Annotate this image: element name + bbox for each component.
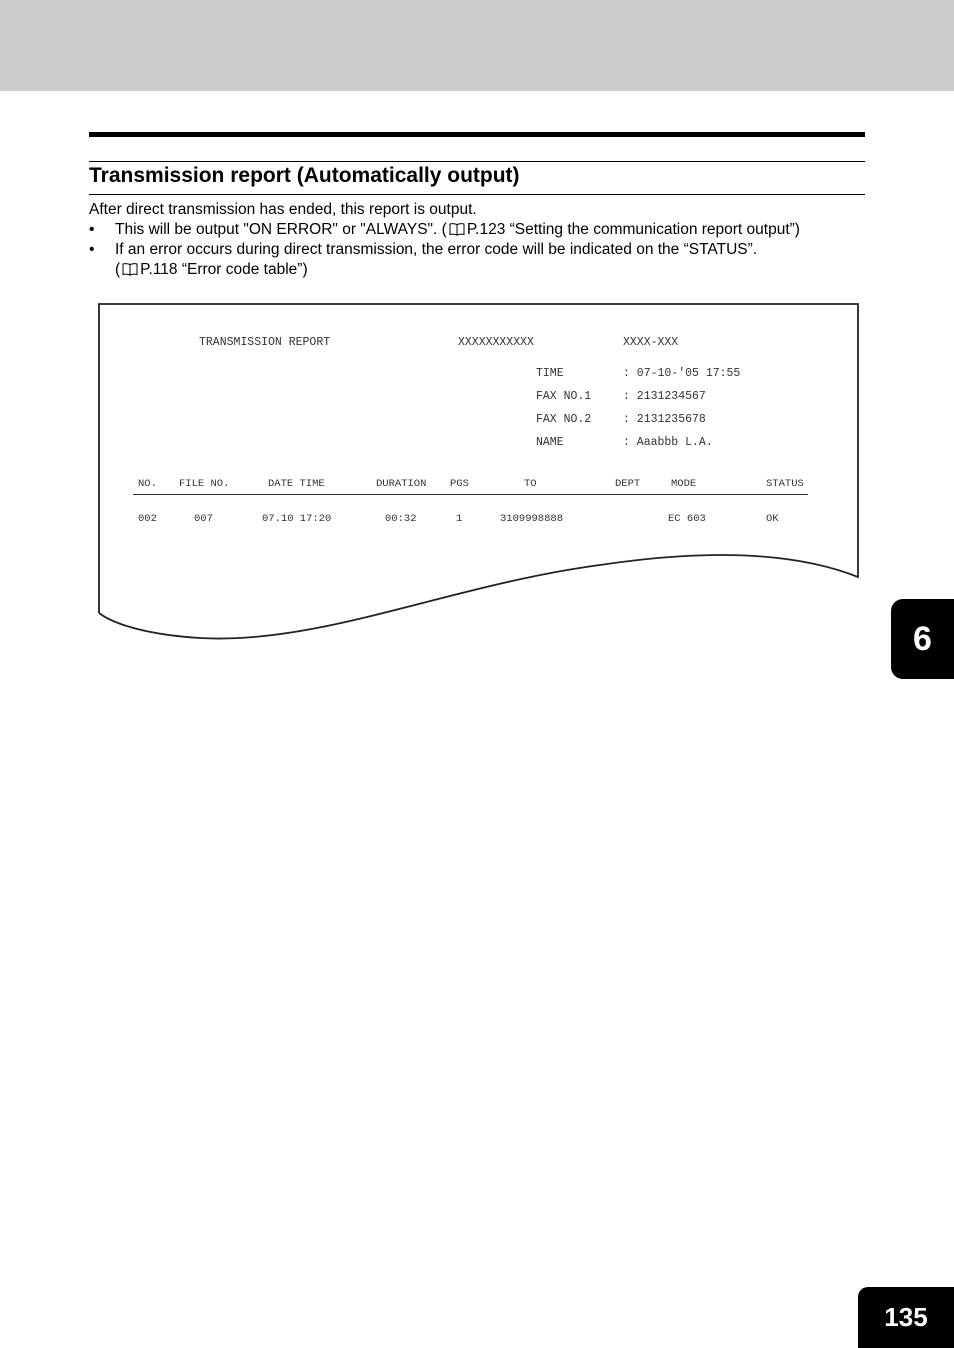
column-header: NO. bbox=[138, 478, 157, 490]
bullet-2-reference[interactable]: P.118 “Error code table”) bbox=[140, 261, 308, 278]
column-header: DURATION bbox=[376, 478, 427, 490]
info-value: : 2131235678 bbox=[623, 413, 706, 426]
bullet-2-paren: ( bbox=[115, 261, 121, 278]
report-id-1: XXXXXXXXXXX bbox=[458, 336, 534, 349]
cell-to: 3109998888 bbox=[500, 513, 564, 525]
column-header: FILE NO. bbox=[179, 478, 230, 490]
info-label: TIME bbox=[536, 367, 564, 380]
bullet-marker: • bbox=[89, 241, 95, 258]
cell-date-time: 07.10 17:20 bbox=[262, 513, 332, 525]
chapter-tab: 6 bbox=[891, 599, 954, 679]
info-value: : Aaabbb L.A. bbox=[623, 436, 713, 449]
page-number: 135 bbox=[858, 1287, 954, 1348]
column-header: STATUS bbox=[766, 478, 804, 490]
info-label: FAX NO.1 bbox=[536, 390, 592, 403]
cell-mode: EC 603 bbox=[668, 513, 706, 525]
cell-pgs: 1 bbox=[456, 513, 463, 525]
info-label: FAX NO.2 bbox=[536, 413, 592, 426]
column-header: DATE TIME bbox=[268, 478, 325, 490]
section-title: Transmission report (Automatically output) bbox=[89, 164, 520, 187]
bullet-marker: • bbox=[89, 221, 95, 238]
info-label: NAME bbox=[536, 436, 564, 449]
report-title: TRANSMISSION REPORT bbox=[199, 336, 331, 349]
intro-text: After direct transmission has ended, this report is output. bbox=[89, 201, 477, 218]
bullet-1-text: This will be output "ON ERROR" or "ALWAYS". ( bbox=[115, 221, 447, 238]
info-value: : 2131234567 bbox=[623, 390, 706, 403]
report-id-2: XXXX-XXX bbox=[623, 336, 679, 349]
column-header: DEPT bbox=[615, 478, 641, 490]
column-header: PGS bbox=[450, 478, 469, 490]
column-header: TO bbox=[524, 478, 537, 490]
bullet-1-reference[interactable]: P.123 “Setting the communication report output”) bbox=[466, 221, 800, 238]
cell-duration: 00:32 bbox=[385, 513, 417, 525]
cell-no: 002 bbox=[138, 513, 157, 525]
info-value: : 07-10-'05 17:55 bbox=[623, 367, 741, 380]
report-table-rule bbox=[133, 494, 808, 495]
report-sheet-outline bbox=[0, 0, 954, 660]
bullet-2: If an error occurs during direct transmission, the error code will be indicated on the “STATUS”. bbox=[115, 241, 758, 258]
column-header: MODE bbox=[671, 478, 697, 490]
cell-file-no: 007 bbox=[194, 513, 213, 525]
cell-status: OK bbox=[766, 513, 779, 525]
